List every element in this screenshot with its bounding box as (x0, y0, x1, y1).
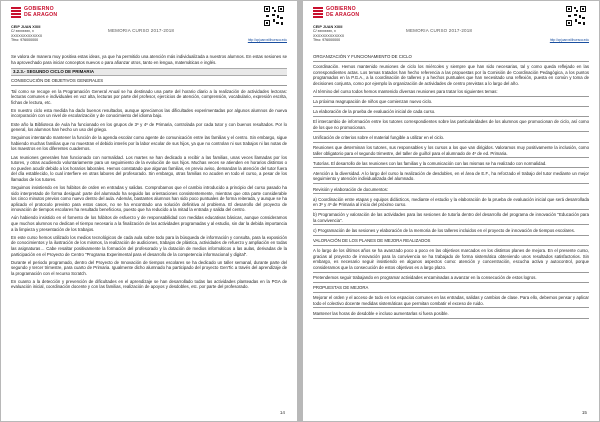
paragraph: Aún habiendo insistido en el fomento de los hábitos de esfuerzo y de responsabilidad con medidas educativas básicas, aunque consideramos que muchos alumnos no dedican el tiempo necesario a la finalización de las actividades programadas y al estudio, sin dar la debida importancia a la limpieza y presentación de los trabajos. (11, 215, 287, 232)
paragraph: Pretendemos seguir trabajando en programar actividades encaminadas a avanzar en la consecución de estos logros. (313, 275, 589, 283)
website-link[interactable]: http://cpjuanxxiiihuesca.edu (247, 38, 287, 42)
paragraph: El intercambio de información entre los tutores correspondientes sobre las particularidades de los alumnos que promocionan de ciclo, así como de los que no promocionan. (313, 119, 589, 132)
memoria-title: MEMORIA CURSO 2017-2018 (406, 28, 473, 33)
paragraph: Coordinación. Hemos mantenido reuniones de ciclo los miércoles y siempre que han sido necesarias, tal y como queda reflejado en las correspondientes actas. Los temas tratados han hecho referencia a las propuestas por la Comisión de Coordinación Pedagógica, a los puntos programados en la P.G.A., a la coordinación de talleres y a hechos puntuales que han necesitado una reflexión, puesta en común y toma de decisiones conjunta, como por ejemplo la organización de actividades de centro previstas a lo largo del año. (313, 64, 589, 86)
paragraph: Seguimos intentando mantener la función de la agenda escolar como agente de comunicación entre las familias y el centro. Sin embargo, sigue habiendo muchas familias que no muestran el debido interés por la labor escolar de sus hijos, ya que no controlan ni sus trabajos ni las notas de los maestros en los diferentes cuadernos. (11, 135, 287, 152)
qr-code-icon (263, 5, 285, 27)
paragraph: Se valora de manera muy positiva estas ideas, ya que ha permitido una atención más individualizada a nuestros alumnos. En estas sesiones se ha aprovechado para iniciar conceptos nuevos o para afianzar otros, tanto en lengua, matemáticas e inglés. (11, 54, 287, 65)
subsection-title: CONSECUCIÓN DE OBJETIVOS GENERALES (11, 78, 287, 86)
page-15 (303, 1, 599, 421)
paragraph: En cuanto a la detección y prevención de dificultades en el aprendizaje se han desarrollado todas las actividades planteadas en la PGA de evaluación inicial, coordinación docente y con las familias, realización de apoyos y desdobles, etc. por parte del profesorado. (11, 278, 287, 290)
paragraph: Tutorías. El desarrollo de las reuniones con las familias y la comunicación con las mismas se ha realizado con normalidad. (313, 161, 589, 169)
subsection-title: ORGANIZACIÓN Y FUNCIONAMIENTO DE CICLO (313, 54, 589, 62)
paragraph: b) Programación y valoración de las actividades para las sesiones de tutoría dentro del desarrollo del programa de innovación "Educación para la convivencia". (313, 212, 589, 225)
paragraph: En este curso hemos utilizado los medios tecnológicos de cada aula sobre todo para la búsqueda de información y consulta, para la exposición de conocimientos y la ilustración de los mismos, la realización de audiciones, trabajos de plástica, actividades de refuerzo y ampliación en todas las asignaturas… Cabe resaltar positivamente la formación del profesorado y la dotación de medios informáticos a las aulas, derivadas de la participación en el Proyecto de Centro "Programa Experimental para el desarrollo de la competencia informacional y digital". (11, 234, 287, 257)
school-address: CEIP JUAN XXIII C/ xxxxxxxx, x XXXXXXXXXXXXX Tfno: 976000000 (313, 25, 345, 42)
page-header (303, 1, 599, 49)
section-title: 3.2.3.- SEGUNDO CICLO DE PRIMARIA (11, 68, 287, 77)
page-body (11, 54, 287, 293)
subsection-title: VALORACIÓN DE LOS PLANES DE MEJORA REALIZADOS (313, 238, 589, 246)
paragraph: c) Programación de las sesiones y elaboración de la memoria de los talleres incluidos en el proyecto de innovación de tiempos escolares. (313, 228, 589, 236)
paragraph: La elaboración de la prueba de evaluación inicial de cada curso. (313, 109, 589, 117)
gobierno-aragon-logo: GOBIERNO DE ARAGON (313, 7, 359, 18)
page-number: 14 (279, 410, 285, 415)
subsection-title: PROPUESTAS DE MEJORA (313, 285, 589, 293)
paragraph: Seguimos insistiendo en los hábitos de orden en entradas y salidas. Comprobamos que el cambio introducido a principio del curso pasado ha sido interpretado de forma desigual: parte del alumnado ha seguido las orientaciones consistentemente, mientras que otra parte considerable los cinco minutos previos como nuevo dentro del aula. Además, bastantes alumnos han sido poco puntuales de forma reiterada, y aunque se ha aplicado el protocolo previsto para estos casos, no se ha encontrado una solución definitiva al problema. El desarrollo del proyecto de innovación de tiempos escolares ha resultado beneficioso, puesto que ha reducido a la mitad la entrada y salida del centro. (11, 184, 287, 213)
page-14 (1, 1, 297, 421)
paragraph: Mejorar el orden y el acceso de todo en los espacios comunes en las entradas, salidas y cambios de clase. Para ello, debemos pensar y aplicar todo el colectivo docente medidas sistemáticas que permitan combatir el exceso de ruido. (313, 295, 589, 308)
qr-code-icon (565, 5, 587, 27)
paragraph: Al término del curso todos hemos mantenido diversas reuniones para tratar los siguientes temas: (313, 89, 589, 97)
paragraph: Revisión y elaboración de documentos: (313, 187, 589, 195)
aragon-flag-icon (11, 7, 21, 18)
paragraph: Las reuniones generales han funcionado con normalidad. Los martes se han dedicado a recibir a las familias, unas veces llamadas por los tutores, y otras acudiendo voluntariamente para un seguimiento de la evolución de sus hijos. Muchas veces se atienden en horarios distintos o no pueden acudir debido a los horarios laborales. Hemos constatado que algunas familias, en previo aviso, demandan la atención del tutor fuera del día establecido, lo cual interfiere en otras labores del profesorado. Sin embargo, otras familias no acuden en todo el curso, a pesar de los llamados de los tutores. (11, 154, 287, 182)
paragraph: Durante el periodo programado, dentro del Proyecto de Innovación de tiempos escolares se ha dedicado un taller semanal, durante parte del segundo y tercer trimestre, para cuarto de Primaria. Igualmente dicho alumnado ha participado del proyecto GenTic a través del aprendizaje de la programación con el recurso Scratch. (11, 259, 287, 276)
paragraph: Reuniones que determinan los tutores, sus responsables y los cursos a los que van dirigidos. Valoramos muy positivamente la inclusión, como taller obligatorio para el segundo trimestre, del taller de guiñol para el alumnado de 4º de ed. Primaria. (313, 145, 589, 158)
paragraph: Tal como se recoge en la Programación General Anual se ha destinado una parte del horario diario a la realización de actividades lectoras: lecturas comunes e individuales en voz alta, lecturas por parte del profesor, ejercicios de atención, comprensión, vocabulario, expresión escrita, fichas de lectura, etc. (11, 88, 287, 105)
paragraph: En nuestro ciclo esta medida ha dado buenos resultados, aunque apreciamos las dificultades experimentadas por algunos alumnos de nueva incorporación con un nivel de escolarización y de conocimiento del idioma bajo. (11, 107, 287, 119)
page-body (313, 54, 589, 321)
memoria-title: MEMORIA CURSO 2017-2018 (108, 28, 175, 33)
gobierno-aragon-logo: GOBIERNO DE ARAGON (11, 7, 57, 18)
page-header (1, 1, 297, 49)
paragraph: Atención a la diversidad. A lo largo del curso la realización de desdobles, en el área de E.F., ha reforzado el trabajo del tutor mediante un mejor seguimiento y atención individualizada del alumnado. (313, 171, 589, 184)
page-number: 15 (581, 410, 587, 415)
website-link[interactable]: http://cpjuanxxiiihuesca.edu (549, 38, 589, 42)
paragraph: Este año la Biblioteca de Aula ha funcionado en los grupos de 3º y 4º de Primaria, controlada por cada tutor y con buenos resultados. Por lo general, los alumnos han hecho un uso del griego. (11, 121, 287, 133)
school-address: CEIP JUAN XXIII C/ xxxxxxxx, x XXXXXXXXXXXXX Tfno: 976000000 (11, 25, 43, 42)
paragraph: Unificación de criterios sobre el material fungible a utilizar en el ciclo. (313, 135, 589, 143)
paragraph: A lo largo de los últimos años se ha avanzado poco a poco en las objetivos marcados en los distintos planes de mejora. En el presente curso, gracias al proyecto de innovación para la convivencia se ha trabajado de forma sistemática obteniendo unos resultados satisfactorios. Sin embargo, es necesario seguir insistiendo en algunos aspectos como: atención y concentración, escucha activa y autocontrol, porque consideramos que la consecución de estos objetivos es a largo plazo. (313, 248, 589, 272)
paragraph: Mantener las horas de desdoble e incluso aumentarlas si fuera posible. (313, 311, 589, 319)
aragon-flag-icon (313, 7, 323, 18)
paragraph: La próxima reagrupación de niños que comienzan nuevo ciclo. (313, 99, 589, 107)
paragraph: a) Coordinación entre etapas y equipos didácticos, mediante el estudio y la elaboración de la prueba de evaluación inicial que será desarrollada en 3º y 4º de Primaria al inicio del próximo curso. (313, 197, 589, 210)
